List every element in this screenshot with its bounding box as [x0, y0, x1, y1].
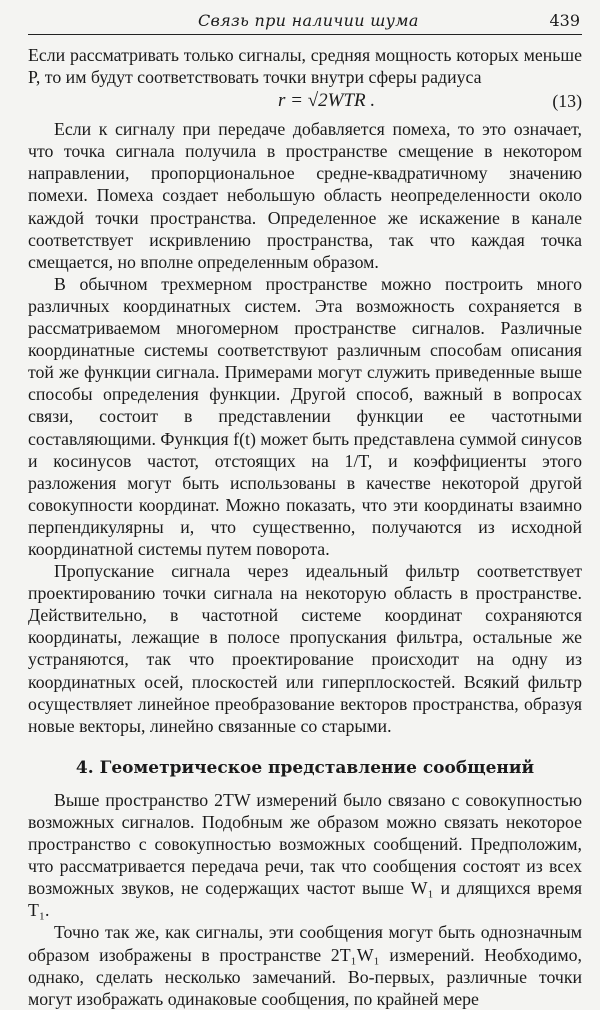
paragraph: Выше пространство 2TW измерений было связано с совокупностью возможных сигналов. Подобным же образом можно связать некоторое пространство с совокупностью возможных сообщений. Предположим, что рассматривается передача речи, так что сообщения состоят из всех возможных звуков, не содержащих частот выше W₁ и длящихся время T₁.: [28, 789, 582, 921]
formula-13: [28, 88, 582, 118]
paragraph: Точно так же, как сигналы, эти сообщения могут быть однозначным образом изображены в пространстве 2T₁W₁ измерений. Необходимо, однако, сделать несколько замечаний. Во-первых, различные точки могут изображать одинаковые сообщения, по крайней мере: [28, 922, 582, 1009]
formula-number: (13): [552, 91, 582, 112]
paragraph: Если рассматривать только сигналы, средняя мощность которых меньше P, то им будут соответствовать точки внутри сферы радиуса: [28, 45, 582, 88]
paragraph: В обычном трехмерном пространстве можно построить много различных координатных систем. Эта возможность сохраняется в рассматриваемом многомерном пространстве сигналов. Различные координатные системы соответствуют различным способам описания той же функции сигнала. Примерами могут служить приведенные выше способы определения функции. Другой способ, важный в вопросах связи, состоит в представлении функции ее частотными составляющими. Функция f(t) может быть представлена суммой синусов и косинусов частот, отстоящих на 1/T, и коэффициенты этого разложения могут быть использованы в качестве некоторой другой совокупности координат. Можно показать, что эти координаты взаимно перпендикулярны и, что существенно, получаются из исходной координатной системы путем поворота.: [28, 273, 582, 559]
running-title: Связь при наличии шума: [198, 11, 419, 30]
paragraph: Пропускание сигнала через идеальный фильтр соответствует проектированию точки сигнала на некоторую область в пространстве. Действительно, в частотной системе координат сохраняются координаты, лежащие в полосе пропускания фильтра, остальные же устраняются, так что проектирование происходит на одну из координатных осей, плоскостей или гиперплоскостей. Всякий фильтр осуществляет линейное преобразование векторов пространства, образуя новые векторы, линейно связанные со старыми.: [28, 561, 582, 736]
formula-expression: r = √2WTR .: [278, 90, 376, 112]
section-heading: 4. Геометрическое представление сообщений: [75, 757, 535, 778]
page-body: [28, 44, 582, 1010]
running-header: [28, 8, 582, 35]
page-number: 439: [549, 11, 580, 30]
paragraph: Если к сигналу при передаче добавляется помеха, то это означает, что точка сигнала получила в пространстве смещение в некотором направлении, пропорциональное средне-квадратичному значению помехи. Помеха создает небольшую область неопределенности около каждой точки пространства. Определенное же искажение в канале соответствует искривлению пространства, так что каждая точка смещается, но вполне определенным образом.: [28, 119, 582, 272]
